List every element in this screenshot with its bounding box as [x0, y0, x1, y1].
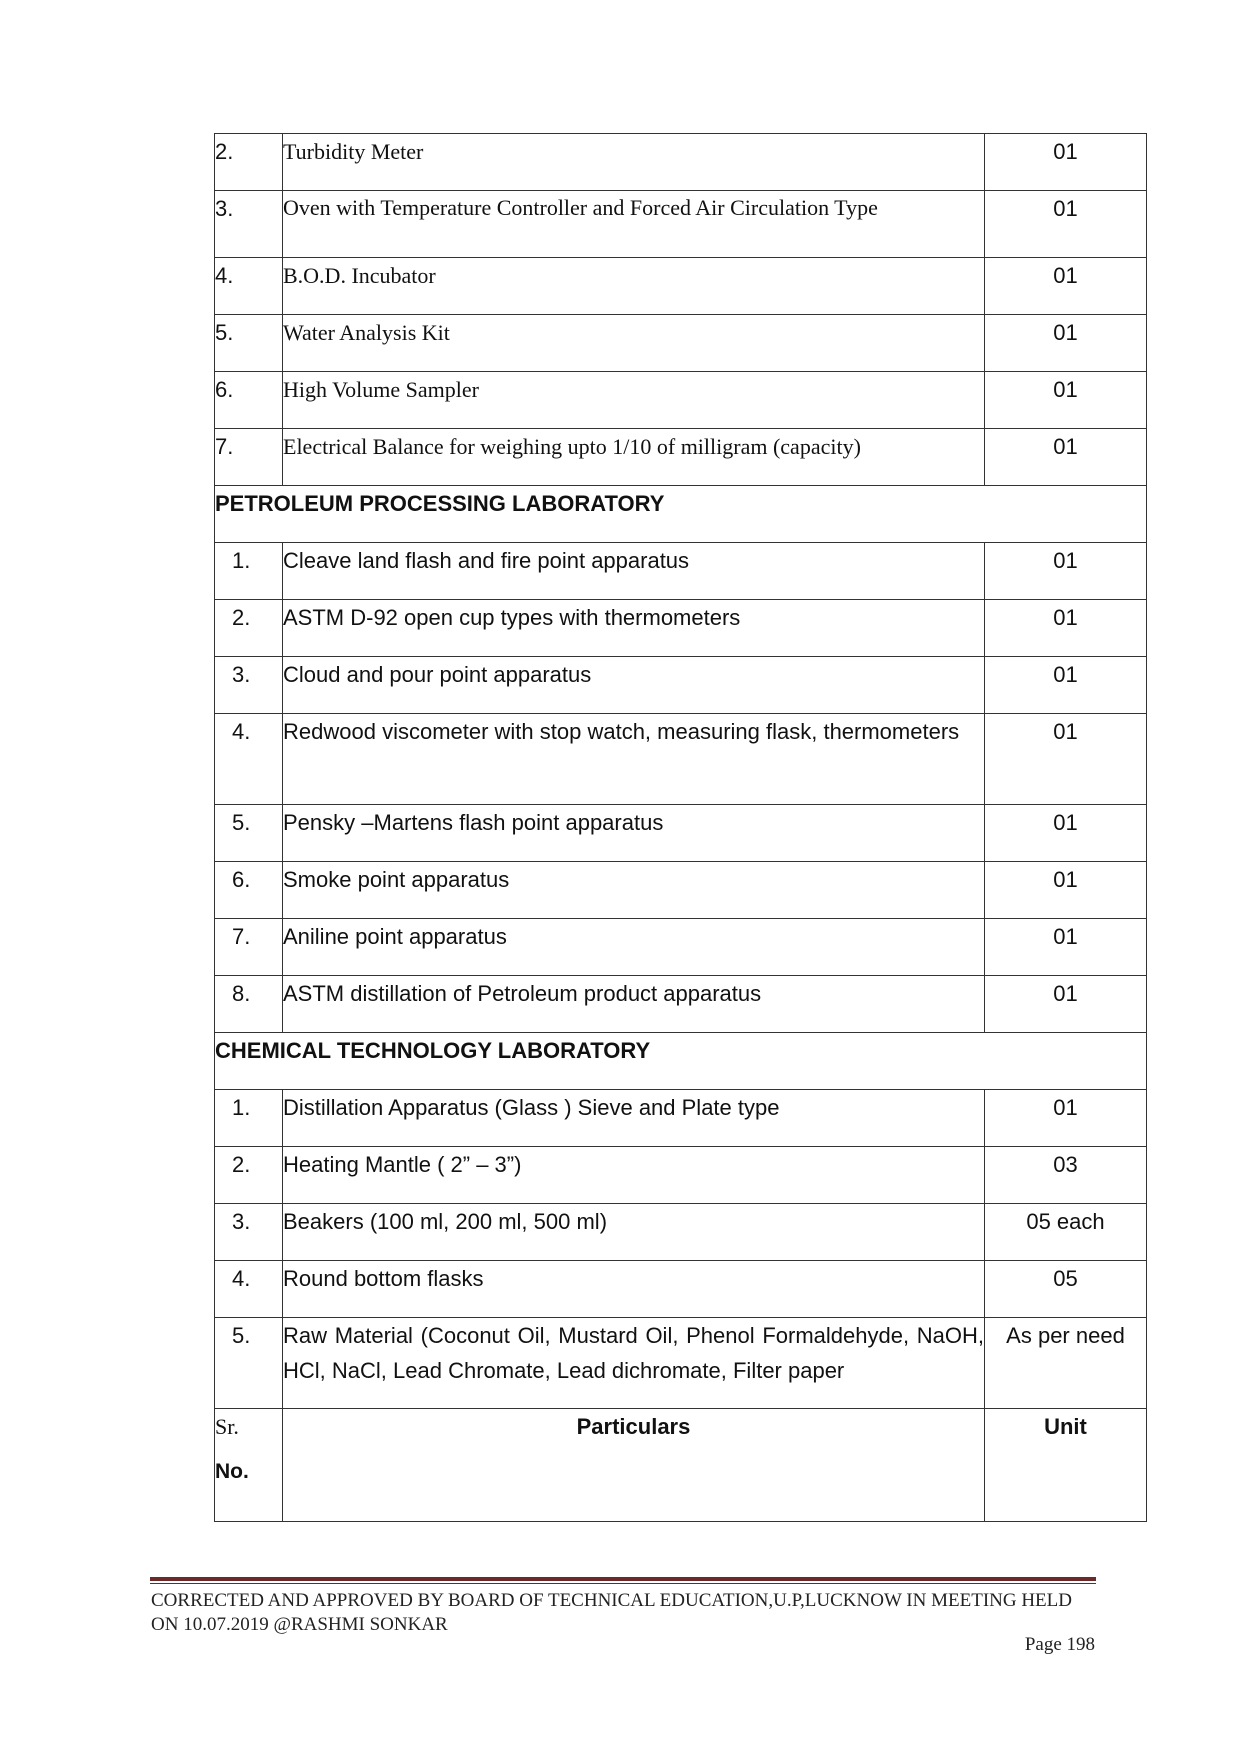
sr-cell: 6. [215, 372, 283, 429]
unit-cell: 01 [985, 372, 1147, 429]
particulars-cell: Cleave land flash and fire point apparatus [283, 543, 985, 600]
unit-cell: 01 [985, 919, 1147, 976]
equipment-table [214, 133, 1147, 1522]
section-heading-chemical: CHEMICAL TECHNOLOGY LABORATORY [215, 1033, 1147, 1090]
unit-cell: 01 [985, 805, 1147, 862]
particulars-cell: Heating Mantle ( 2” – 3”) [283, 1147, 985, 1204]
unit-cell: 01 [985, 862, 1147, 919]
unit-cell: 01 [985, 600, 1147, 657]
table-header-row [215, 1409, 1147, 1522]
table-row [215, 134, 1147, 191]
unit-cell: 01 [985, 543, 1147, 600]
unit-cell: 01 [985, 429, 1147, 486]
particulars-cell: Beakers (100 ml, 200 ml, 500 ml) [283, 1204, 985, 1261]
particulars-cell: Oven with Temperature Controller and Forced Air Circulation Type [283, 191, 985, 258]
sr-cell: 5. [215, 1318, 283, 1409]
sr-cell: 3. [215, 657, 283, 714]
table-row [215, 862, 1147, 919]
table-row [215, 258, 1147, 315]
unit-cell: 01 [985, 315, 1147, 372]
sr-cell: 5. [215, 315, 283, 372]
page-number: Page 198 [1024, 1634, 1095, 1655]
sr-cell: 3. [215, 1204, 283, 1261]
table-row [215, 919, 1147, 976]
table-row [215, 714, 1147, 805]
unit-cell: 01 [985, 134, 1147, 191]
sr-cell: 6. [215, 862, 283, 919]
unit-cell: 05 each [985, 1204, 1147, 1261]
particulars-cell: Redwood viscometer with stop watch, measuring flask, thermometers [283, 714, 985, 805]
table-row [215, 805, 1147, 862]
sr-cell: 1. [215, 543, 283, 600]
sr-cell: 4. [215, 714, 283, 805]
unit-cell: 01 [985, 258, 1147, 315]
table-row [215, 976, 1147, 1033]
sr-cell: 5. [215, 805, 283, 862]
particulars-cell: Electrical Balance for weighing upto 1/10 of milligram (capacity) [283, 429, 985, 486]
table-row [215, 372, 1147, 429]
footer-divider-thin [150, 1583, 1096, 1584]
particulars-cell: ASTM D-92 open cup types with thermometers [283, 600, 985, 657]
particulars-cell: Turbidity Meter [283, 134, 985, 191]
table-row [215, 600, 1147, 657]
unit-cell: As per need [985, 1318, 1147, 1409]
unit-cell: 01 [985, 657, 1147, 714]
table-row [215, 191, 1147, 258]
table-row [215, 1204, 1147, 1261]
table-row [215, 1318, 1147, 1409]
footer-divider [150, 1577, 1096, 1581]
particulars-cell: Smoke point apparatus [283, 862, 985, 919]
section-row [215, 486, 1147, 543]
particulars-cell: High Volume Sampler [283, 372, 985, 429]
particulars-cell: Raw Material (Coconut Oil, Mustard Oil, Phenol Formaldehyde, NaOH, HCl, NaCl, Lead Chromate, Lead dichromate, Filter paper [283, 1318, 985, 1409]
sr-cell: 3. [215, 191, 283, 258]
sr-cell: 7. [215, 429, 283, 486]
unit-cell: 05 [985, 1261, 1147, 1318]
sr-cell: 1. [215, 1090, 283, 1147]
particulars-cell: B.O.D. Incubator [283, 258, 985, 315]
sr-header-cell [215, 1409, 283, 1522]
table-row [215, 543, 1147, 600]
table-row [215, 657, 1147, 714]
unit-header: Unit [985, 1409, 1147, 1522]
table-row [215, 1147, 1147, 1204]
unit-cell: 03 [985, 1147, 1147, 1204]
particulars-cell: Pensky –Martens flash point apparatus [283, 805, 985, 862]
table-row [215, 1090, 1147, 1147]
particulars-cell: Distillation Apparatus (Glass ) Sieve and Plate type [283, 1090, 985, 1147]
sr-cell: 8. [215, 976, 283, 1033]
unit-cell: 01 [985, 1090, 1147, 1147]
particulars-header: Particulars [283, 1409, 985, 1522]
sr-header-line2: No. [215, 1460, 249, 1483]
unit-cell: 01 [985, 714, 1147, 805]
particulars-cell: Round bottom flasks [283, 1261, 985, 1318]
sr-cell: 2. [215, 600, 283, 657]
section-heading-petroleum: PETROLEUM PROCESSING LABORATORY [215, 486, 1147, 543]
sr-cell: 7. [215, 919, 283, 976]
sr-header-line1: Sr. [215, 1414, 239, 1439]
table-row [215, 315, 1147, 372]
sr-cell: 4. [215, 1261, 283, 1318]
unit-cell: 01 [985, 976, 1147, 1033]
section-row [215, 1033, 1147, 1090]
sr-cell: 4. [215, 258, 283, 315]
table-row [215, 429, 1147, 486]
particulars-cell: Water Analysis Kit [283, 315, 985, 372]
sr-cell: 2. [215, 134, 283, 191]
unit-cell: 01 [985, 191, 1147, 258]
particulars-cell: Cloud and pour point apparatus [283, 657, 985, 714]
particulars-cell: Aniline point apparatus [283, 919, 985, 976]
sr-cell: 2. [215, 1147, 283, 1204]
particulars-cell: ASTM distillation of Petroleum product apparatus [283, 976, 985, 1033]
footer-approval-text: CORRECTED AND APPROVED BY BOARD OF TECHNICAL EDUCATION,U.P,LUCKNOW IN MEETING HELD ON 10.07.2019 @RASHMI SONKAR [151, 1590, 1072, 1635]
table-row [215, 1261, 1147, 1318]
